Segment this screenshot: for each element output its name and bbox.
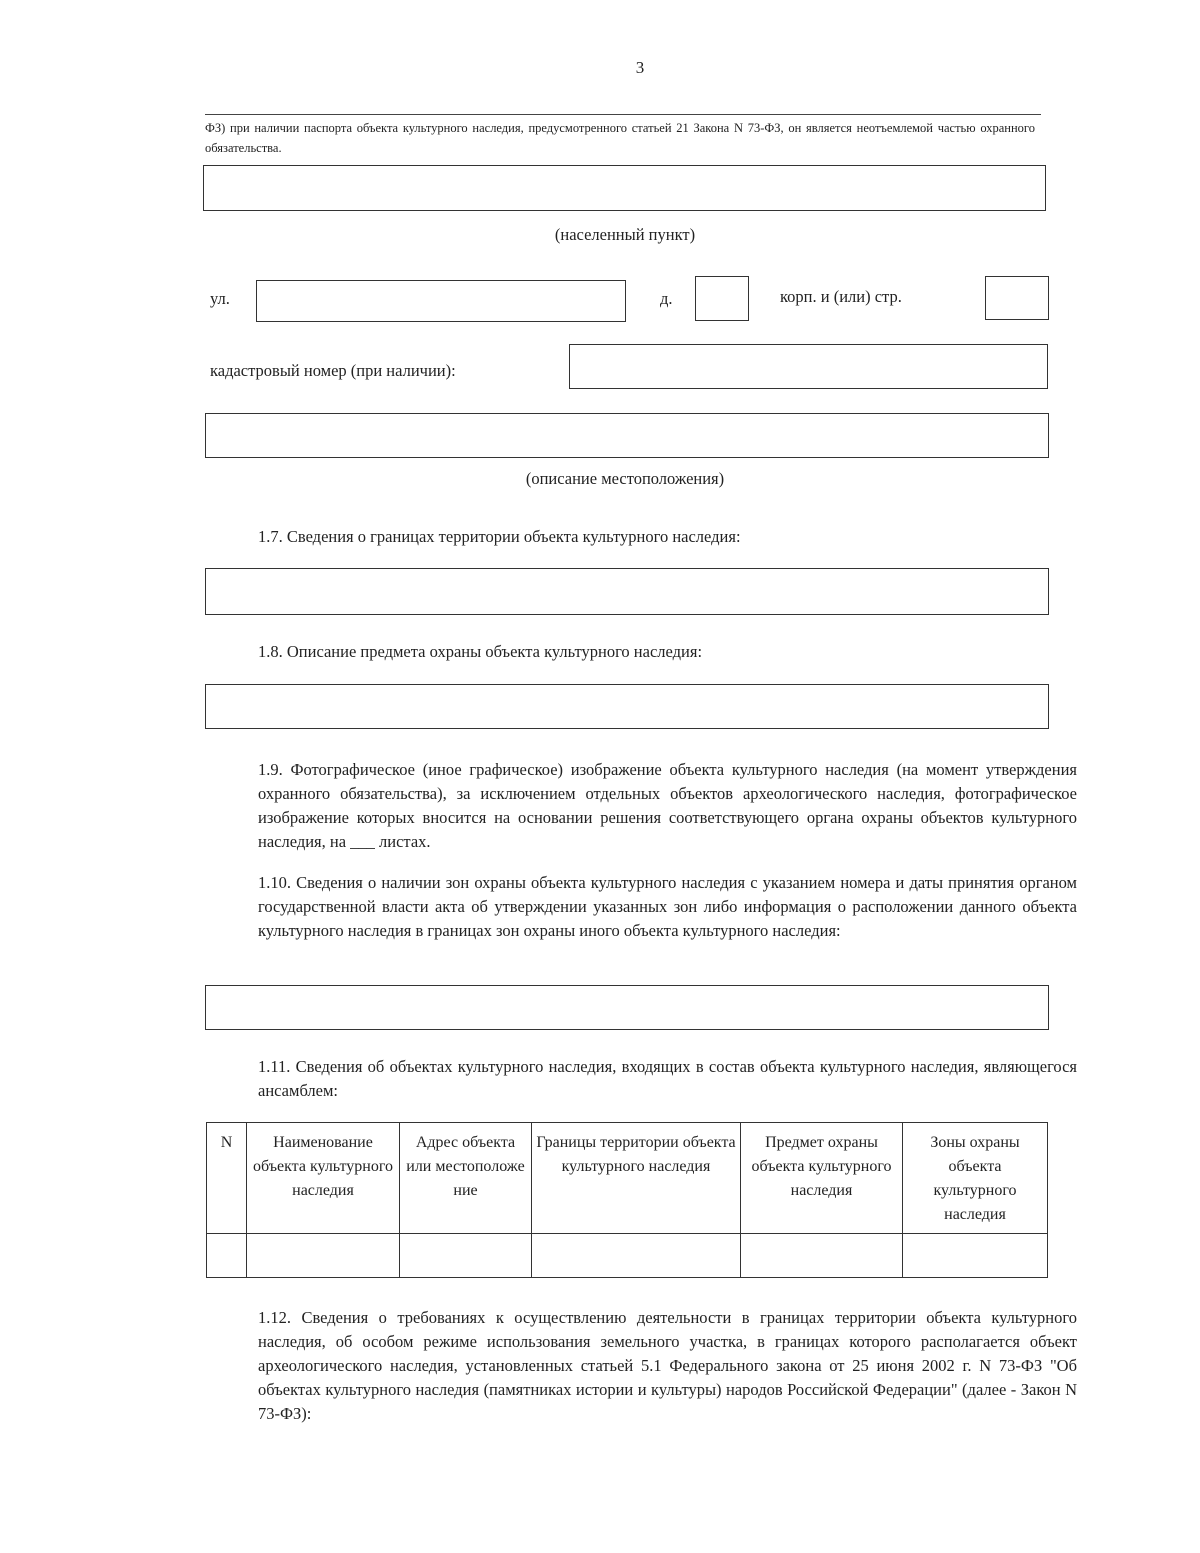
cadastral-field[interactable]: [569, 344, 1048, 389]
street-field[interactable]: [256, 280, 626, 322]
table-cell[interactable]: [741, 1234, 903, 1278]
section-1-8-text: 1.8. Описание предмета охраны объекта культурного наследия:: [258, 642, 703, 661]
table-header-row: [207, 1123, 1048, 1234]
section-1-7: [205, 525, 1077, 549]
ensemble-objects-table: [206, 1122, 1048, 1278]
protection-zones-field[interactable]: [205, 985, 1049, 1030]
page-number: 3: [635, 58, 645, 77]
table-cell[interactable]: [532, 1234, 741, 1278]
section-1-11-text: 1.11. Сведения об объектах культурного наследия, входящих в состав объекта культурного наследия, являющегося ансамблем:: [258, 1057, 1077, 1100]
section-1-7-text: 1.7. Сведения о границах территории объекта культурного наследия:: [258, 527, 741, 546]
house-field[interactable]: [695, 276, 749, 321]
col-protection-zones: Зоны охраны объекта культурного наследия: [903, 1123, 1048, 1234]
section-1-8: [205, 640, 1077, 664]
settlement-caption: (населенный пункт): [554, 225, 696, 244]
footnote-text: ФЗ) при наличии паспорта объекта культурного наследия, предусмотренного статьей 21 Закона N 73-ФЗ, он является неотъемлемой частью охранного обязательства.: [205, 121, 1035, 155]
section-1-12-text: 1.12. Сведения о требованиях к осуществлению деятельности в границах территории объекта культурного наследия, об особом режиме использования земельного участка, в границах которого располагается объект археологического наследия, установленных статьей 5.1 Федерального закона от 25 июня 2002 г. N 73-ФЗ "Об объектах культурного наследия (памятниках истории и культуры) народов Российской Федерации" (далее - Закон N 73-ФЗ):: [258, 1308, 1077, 1423]
territory-boundaries-field[interactable]: [205, 568, 1049, 615]
section-1-10-text: 1.10. Сведения о наличии зон охраны объекта культурного наследия с указанием номера и даты принятия органом государственной власти акта об утверждении указанных зон либо информация о расположении данного объекта культурного наследия в границах зон охраны иного объекта культурного наследия:: [258, 873, 1077, 940]
location-description-caption: (описание местоположения): [525, 469, 725, 488]
col-name: Наименование объекта культурного наследия: [247, 1123, 400, 1234]
protection-subject-field[interactable]: [205, 684, 1049, 729]
section-1-12: [205, 1306, 1077, 1426]
section-1-10: [205, 871, 1077, 943]
col-boundaries: Границы территории объекта культурного наследия: [532, 1123, 741, 1234]
table-cell[interactable]: [247, 1234, 400, 1278]
street-label: ул.: [210, 289, 230, 308]
table-cell[interactable]: [400, 1234, 532, 1278]
section-1-11: [205, 1055, 1077, 1103]
house-label: д.: [660, 289, 673, 308]
cadastral-label: кадастровый номер (при наличии):: [210, 361, 456, 380]
table-row: [207, 1234, 1048, 1278]
table-cell[interactable]: [903, 1234, 1048, 1278]
settlement-field[interactable]: [203, 165, 1046, 211]
section-1-9: [205, 758, 1077, 854]
footnote-rule: [205, 114, 1041, 115]
section-1-9-text: 1.9. Фотографическое (иное графическое) изображение объекта культурного наследия (на момент утверждения охранного обязательства), за исключением отдельных объектов археологического наследия, фотографическое изображение которых вносится на основании решения соответствующего органа охраны объектов культурного наследия, на ___ листах.: [258, 760, 1077, 851]
building-field[interactable]: [985, 276, 1049, 320]
col-protection-subject: Предмет охраны объекта культурного наследия: [741, 1123, 903, 1234]
col-address: Адрес объекта или местоположе ние: [400, 1123, 532, 1234]
table-cell[interactable]: [207, 1234, 247, 1278]
building-label: корп. и (или) стр.: [780, 287, 902, 306]
location-description-field[interactable]: [205, 413, 1049, 458]
col-number: N: [207, 1123, 247, 1234]
